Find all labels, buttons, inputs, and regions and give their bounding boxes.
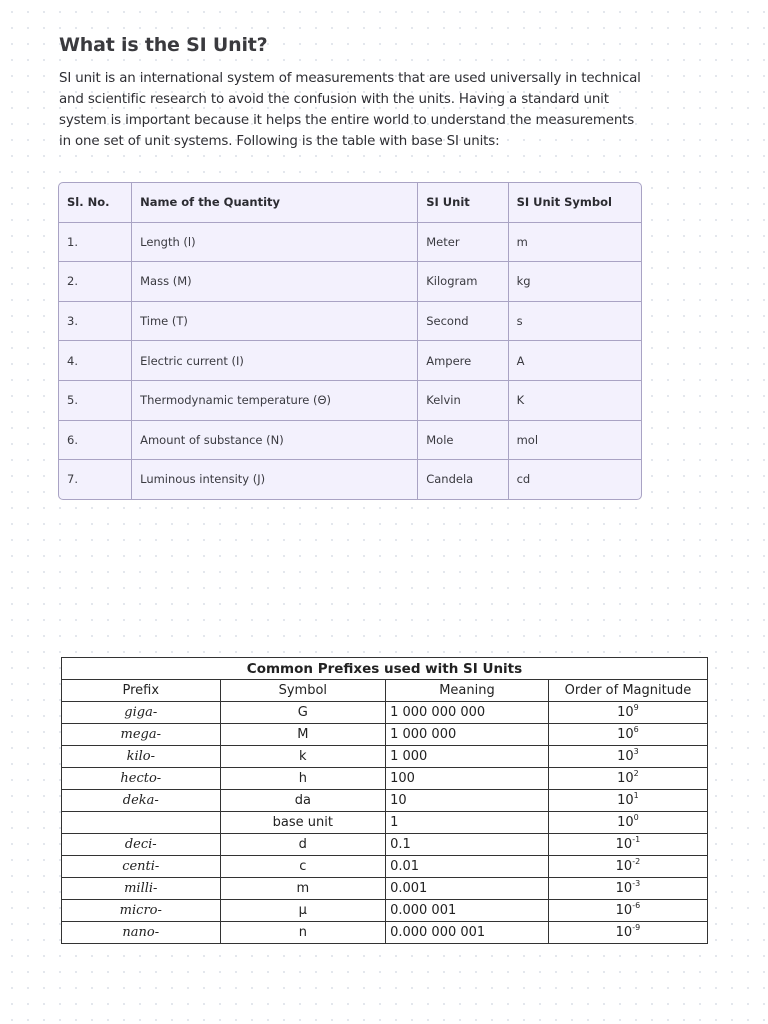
prefix-cell [62, 812, 221, 834]
table-row [59, 262, 641, 302]
magnitude-exponent: 2 [633, 768, 639, 778]
magnitude-exponent: -9 [632, 922, 641, 932]
serial-cell: 3. [59, 302, 132, 342]
symbol-cell: µ [220, 900, 386, 922]
magnitude-cell [548, 900, 707, 922]
prefix-cell: hecto- [62, 768, 221, 790]
table-row [62, 746, 708, 768]
magnitude-exponent: 9 [633, 702, 639, 712]
magnitude-cell [548, 724, 707, 746]
symbol-cell: A [509, 341, 641, 381]
meaning-cell: 10 [386, 790, 549, 812]
magnitude-base: 10 [617, 770, 634, 786]
magnitude-exponent: -2 [632, 856, 641, 866]
serial-cell: 2. [59, 262, 132, 302]
unit-cell: Meter [418, 223, 508, 263]
table-row [62, 702, 708, 724]
unit-cell: Mole [418, 421, 508, 461]
magnitude-cell [548, 702, 707, 724]
prefix-cell: nano- [62, 922, 221, 944]
symbol-cell: m [220, 878, 386, 900]
si-table-header-row [59, 183, 641, 223]
symbol-cell: cd [516, 472, 531, 487]
unit-cell: Second [418, 302, 508, 342]
magnitude-exponent: -6 [632, 900, 641, 910]
magnitude-base: 10 [617, 704, 634, 720]
intro-paragraph: SI unit is an international system of measurements that are used universally in technical and scientific research to avoid the confusion with the units. Having a standard unit system is important because it helps the entire world to understand the measurements in one set of unit systems. Following is the table with base SI units: [59, 71, 641, 149]
table-row [59, 421, 641, 461]
magnitude-base: 10 [615, 836, 633, 852]
symbol-cell: c [220, 856, 386, 878]
magnitude-cell [548, 746, 707, 768]
magnitude-cell [548, 834, 707, 856]
prefix-cell: milli- [62, 878, 221, 900]
magnitude-exponent: 1 [633, 790, 639, 800]
column-header-symbol: Symbol [220, 680, 386, 702]
unit-cell: Kilogram [418, 262, 508, 302]
symbol-cell: M [220, 724, 386, 746]
column-header-quantity: Name of the Quantity [132, 183, 418, 223]
meaning-cell: 100 [386, 768, 549, 790]
column-header-prefix: Prefix [62, 680, 221, 702]
prefix-cell: micro- [62, 900, 221, 922]
column-header-si-unit: SI Unit [418, 183, 508, 223]
magnitude-cell [548, 812, 707, 834]
magnitude-cell [548, 790, 707, 812]
magnitude-base: 10 [617, 814, 634, 830]
magnitude-exponent: 0 [633, 812, 639, 822]
column-header-order-of-magnitude: Order of Magnitude [548, 680, 707, 702]
magnitude-cell [548, 768, 707, 790]
magnitude-base: 10 [615, 858, 633, 874]
serial-cell: 6. [59, 421, 132, 461]
table-row [59, 381, 641, 421]
prefix-cell: deka- [62, 790, 221, 812]
si-base-units-table [58, 182, 642, 500]
prefix-cell: giga- [62, 702, 221, 724]
table-row [59, 460, 641, 499]
symbol-cell: mol [509, 421, 641, 461]
magnitude-cell [548, 878, 707, 900]
prefix-cell: kilo- [62, 746, 221, 768]
prefix-cell: centi- [62, 856, 221, 878]
table-row [62, 724, 708, 746]
symbol-cell: base unit [220, 812, 386, 834]
table-row [62, 900, 708, 922]
table-row [62, 790, 708, 812]
symbol-cell: h [220, 768, 386, 790]
magnitude-base: 10 [617, 792, 634, 808]
serial-cell: 5. [59, 381, 132, 421]
serial-cell: 4. [59, 341, 132, 381]
table-row [59, 223, 641, 263]
table-row [62, 834, 708, 856]
quantity-cell: Amount of substance (N) [132, 421, 418, 461]
prefix-table-caption-row [62, 658, 708, 680]
magnitude-exponent: 3 [633, 746, 639, 756]
table-row [59, 302, 641, 342]
quantity-cell: Time (T) [132, 302, 418, 342]
magnitude-exponent: -3 [632, 878, 641, 888]
table-row [62, 878, 708, 900]
prefix-cell: deci- [62, 834, 221, 856]
meaning-cell: 1 000 000 [386, 724, 549, 746]
quantity-cell: Electric current (I) [132, 341, 418, 381]
meaning-cell: 1 000 [386, 746, 549, 768]
quantity-cell: Thermodynamic temperature (Θ) [132, 381, 418, 421]
magnitude-exponent: -1 [632, 834, 641, 844]
meaning-cell: 1 [386, 812, 549, 834]
table-row [62, 812, 708, 834]
column-header-serial: Sl. No. [59, 183, 132, 223]
quantity-cell: Mass (M) [132, 262, 418, 302]
magnitude-base: 10 [615, 880, 633, 896]
meaning-cell: 0.01 [386, 856, 549, 878]
table-row [62, 768, 708, 790]
symbol-cell: G [220, 702, 386, 724]
symbol-cell: s [509, 302, 641, 342]
meaning-cell: 0.000 000 001 [386, 922, 549, 944]
magnitude-base: 10 [617, 726, 634, 742]
magnitude-cell [548, 922, 707, 944]
meaning-cell: 0.000 001 [386, 900, 549, 922]
magnitude-exponent: 6 [633, 724, 639, 734]
magnitude-base: 10 [615, 902, 633, 918]
prefix-cell: mega- [62, 724, 221, 746]
symbol-cell: kg [509, 262, 641, 302]
quantity-cell: Length (l) [132, 223, 418, 263]
symbol-cell: K [509, 381, 641, 421]
unit-cell: Ampere [418, 341, 508, 381]
serial-cell: 1. [59, 223, 132, 263]
si-prefixes-table [61, 657, 708, 944]
symbol-cell: k [220, 746, 386, 768]
table-row [59, 341, 641, 381]
quantity-cell: Luminous intensity (J) [132, 460, 418, 499]
meaning-cell: 1 000 000 000 [386, 702, 549, 724]
prefix-table-title: Common Prefixes used with SI Units [62, 658, 708, 680]
unit-cell: Kelvin [418, 381, 508, 421]
symbol-cell: n [220, 922, 386, 944]
column-header-si-symbol: SI Unit Symbol [509, 183, 641, 223]
symbol-cell: da [220, 790, 386, 812]
serial-cell: 7. [59, 460, 132, 499]
table-row [62, 856, 708, 878]
prefix-table-header-row [62, 680, 708, 702]
meaning-cell: 0.001 [386, 878, 549, 900]
table-row [62, 922, 708, 944]
magnitude-base: 10 [617, 748, 634, 764]
symbol-cell: m [509, 223, 641, 263]
magnitude-cell [548, 856, 707, 878]
magnitude-base: 10 [615, 924, 633, 940]
meaning-cell: 0.1 [386, 834, 549, 856]
unit-cell: Candela [418, 460, 508, 499]
column-header-meaning: Meaning [386, 680, 549, 702]
page-title: What is the SI Unit? [59, 34, 268, 56]
symbol-cell: d [220, 834, 386, 856]
